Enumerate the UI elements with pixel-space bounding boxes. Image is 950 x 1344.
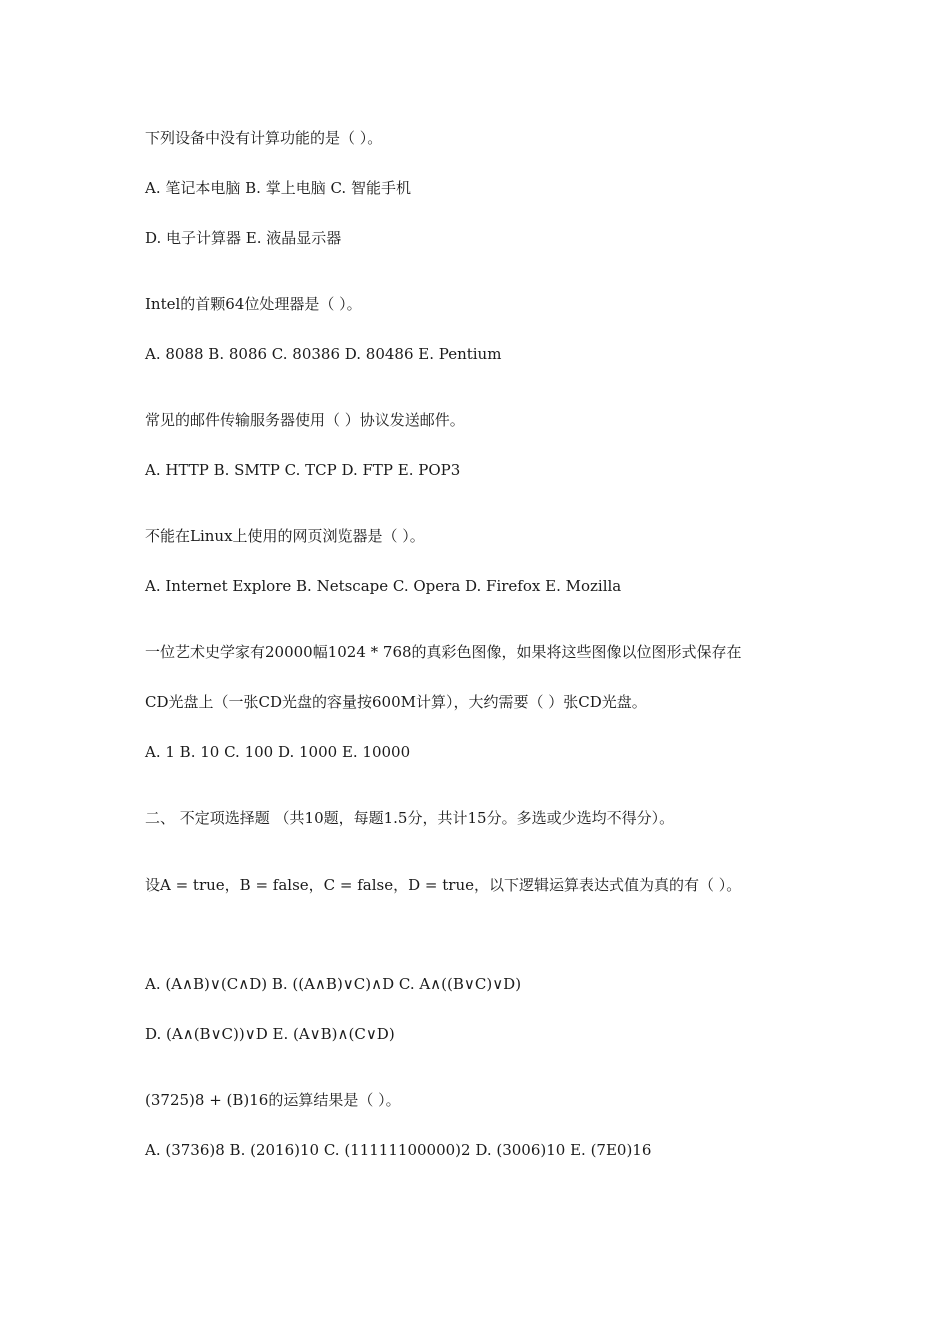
question-6-options-row-2: D. (A∧(B∨C))∨D E. (A∨B)∧(C∨D) (145, 1025, 395, 1043)
question-7-stem: (3725)8 + (B)16的运算结果是（ ）。 (145, 1091, 401, 1109)
question-3-options: A. HTTP B. SMTP C. TCP D. FTP E. POP3 (145, 461, 461, 479)
question-1-options-row-1: A. 笔记本电脑 B. 掌上电脑 C. 智能手机 (145, 179, 411, 197)
question-6-options-row-1: A. (A∧B)∨(C∧D) B. ((A∧B)∨C)∧D C. A∧((B∨C)∨D) (145, 975, 522, 993)
question-7-options: A. (3736)8 B. (2016)10 C. (11111100000)2 D. (3006)10 E. (7E0)16 (145, 1141, 652, 1159)
question-5-options: A. 1 B. 10 C. 100 D. 1000 E. 10000 (145, 743, 411, 761)
question-1-stem: 下列设备中没有计算功能的是（ ）。 (145, 129, 383, 147)
section-heading: 二、 不定项选择题 （共10题，每题1.5分，共计15分。多选或少选均不得分）。 (145, 809, 675, 827)
question-3-stem: 常见的邮件传输服务器使用（ ）协议发送邮件。 (145, 411, 465, 429)
question-6-stem: 设A = true，B = false，C = false，D = true，以下逻辑运算表达式值为真的有（ ）。 (145, 876, 742, 894)
question-4-stem: 不能在Linux上使用的网页浏览器是（ ）。 (145, 527, 425, 545)
question-2-options: A. 8088 B. 8086 C. 80386 D. 80486 E. Pentium (145, 345, 502, 363)
question-5-stem-line-2: CD光盘上（一张CD光盘的容量按600M计算），大约需要（ ）张CD光盘。 (145, 693, 647, 711)
question-1-options-row-2: D. 电子计算器 E. 液晶显示器 (145, 229, 342, 247)
question-2-stem: Intel的首颗64位处理器是（ ）。 (145, 295, 362, 313)
question-5-stem-line-1: 一位艺术史学家有20000幅1024 * 768的真彩色图像，如果将这些图像以位图形式保存在 (145, 643, 742, 661)
question-4-options: A. Internet Explore B. Netscape C. Opera D. Firefox E. Mozilla (145, 577, 622, 595)
